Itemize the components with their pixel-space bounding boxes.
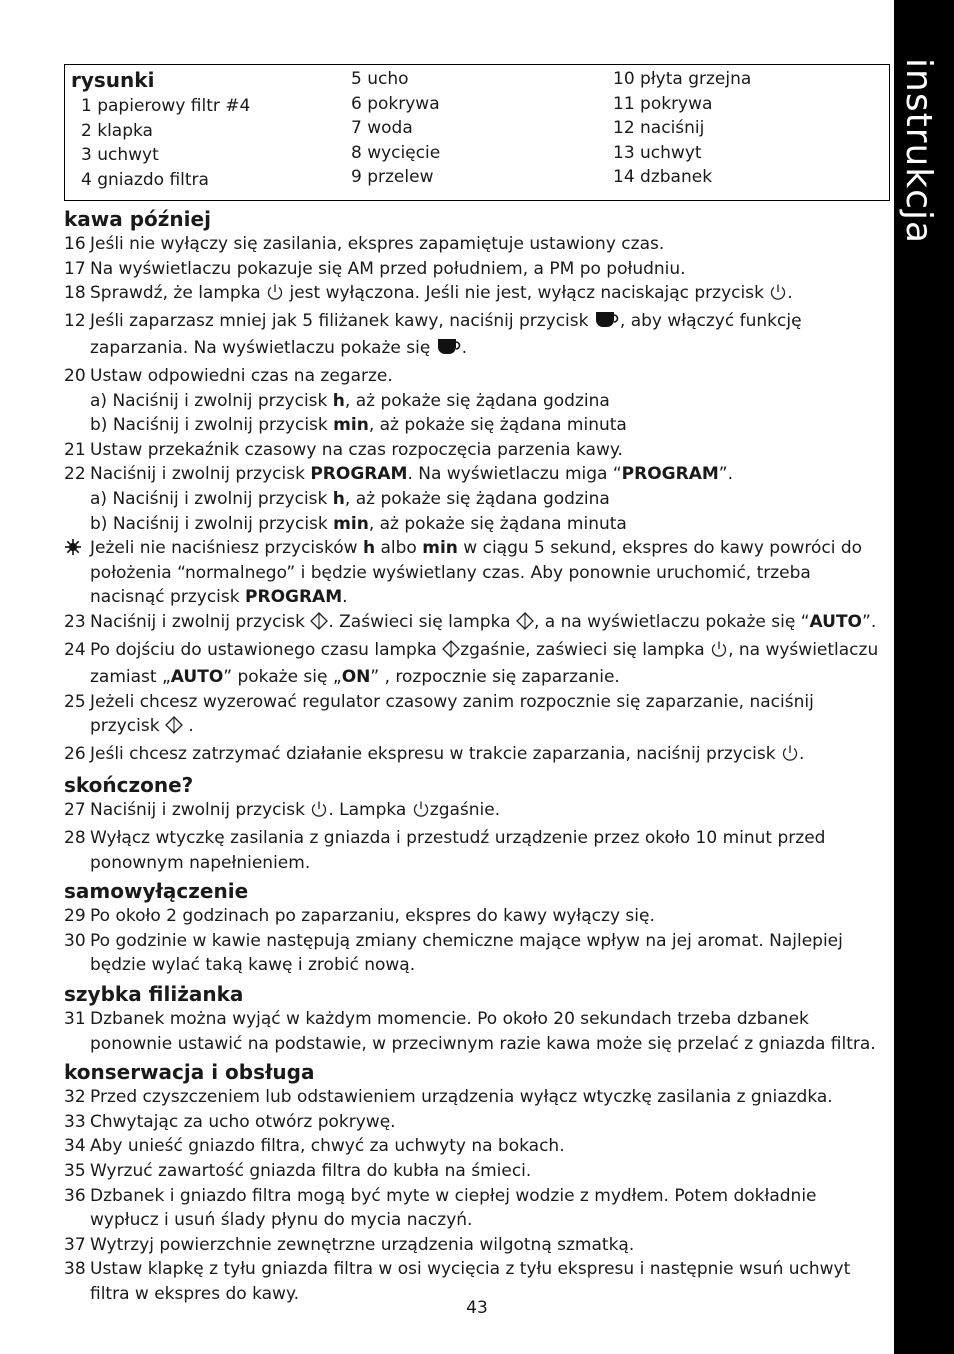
step-29: 29 Po około 2 godzinach po zaparzaniu, ekspres do kawy wyłączy się. <box>64 906 655 927</box>
step-28: 28 Wyłącz wtyczkę zasilania z gniazda i przestudź urządzenie przez około 10 minut przed <box>64 828 826 849</box>
step-24-continued: zamiast „AUTO” pokaże się „ON” , rozpocznie się zaparzanie. <box>90 667 620 688</box>
step-18: 18 Sprawdź, że lampka jest wyłączona. Jeśli nie jest, wyłącz naciskając przycisk . <box>64 281 892 309</box>
step-27: 27 Naciśnij i zwolnij przycisk . Lampka zgaśnie. <box>64 798 892 826</box>
auto-diamond-icon <box>516 612 534 638</box>
tip-note-continued: nacisnąć przycisk PROGRAM. <box>90 587 348 608</box>
figure-item: 8 wycięcie <box>351 142 441 163</box>
step-26: 26 Jeśli chcesz zatrzymać działanie ekspresu w trakcie zaparzania, naciśnij przycisk . <box>64 742 892 770</box>
step-30: 30 Po godzinie w kawie następują zmiany chemiczne mające wpływ na jej aromat. Najlepiej <box>64 930 843 951</box>
step-30-continued: będzie wylać taką kawę i zrobić nową. <box>90 955 416 976</box>
step-20-a: a) Naciśnij i zwolnij przycisk h, aż pokaże się żądana godzina <box>90 390 610 411</box>
auto-diamond-icon <box>442 640 460 666</box>
step-38: 38 Ustaw klapkę z tyłu gniazda filtra w osi wycięcia z tyłu ekspresu i następnie wsuń uchwyt <box>64 1259 851 1280</box>
figure-item: 14 dzbanek <box>613 167 713 187</box>
figure-item: 13 uchwyt <box>613 142 702 163</box>
figure-item: 4 gniazdo filtra <box>81 169 209 190</box>
step-36: 36 Dzbanek i gniazdo filtra mogą być myte w ciepłej wodzie z mydłem. Potem dokładnie <box>64 1185 817 1206</box>
tip-note-continued: położenia “normalnego” i będzie wyświetlany czas. Aby ponownie uruchomić, trzeba <box>90 562 811 583</box>
figure-item: 3 uchwyt <box>81 145 159 165</box>
step-35: 35 Wyrzuć zawartość gniazda filtra do kubła na śmieci. <box>64 1161 532 1181</box>
figure-item: 6 pokrywa <box>351 93 440 114</box>
figures-legend-box <box>64 64 890 201</box>
step-24: 24 Po dojściu do ustawionego czasu lampka zgaśnie, zaświeci się lampka , na wyświetlaczu <box>64 638 892 666</box>
step-36-continued: wypłucz i usuń ślady płynu do mycia naczyń. <box>90 1210 473 1231</box>
figure-item: 12 naciśnij <box>613 118 705 138</box>
step-22-a: a) Naciśnij i zwolnij przycisk h, aż pokaże się żądana godzina <box>90 488 610 509</box>
sidebar-tab <box>894 0 954 1354</box>
step-25: 25 Jeżeli chcesz wyzerować regulator czasowy zanim rozpocznie się zaparzanie, naciśnij <box>64 691 814 712</box>
step-21: 21 Ustaw przekaźnik czasowy na czas rozpoczęcia parzenia kawy. <box>64 439 623 460</box>
small-cup-icon <box>594 309 620 337</box>
power-icon <box>412 800 430 826</box>
figures-column-1 <box>71 67 250 192</box>
step-12: 12 Jeśli zaparzasz mniej jak 5 filiżanek kawy, naciśnij przycisk , aby włączyć funkcję <box>64 309 892 337</box>
instructions-body <box>64 203 892 1307</box>
section-heading-quick-cup: szybka filiżanka <box>64 982 244 1007</box>
step-38-continued: filtra w ekspres do kawy. <box>90 1283 300 1304</box>
auto-diamond-icon <box>165 716 183 742</box>
power-icon <box>710 640 728 666</box>
figure-item: 11 pokrywa <box>613 93 713 114</box>
section-heading-auto-off: samowyłączenie <box>64 879 249 904</box>
power-icon <box>310 800 328 826</box>
figures-column-3 <box>613 67 751 190</box>
section-heading-care: konserwacja i obsługa <box>64 1060 315 1085</box>
figure-item: 5 ucho <box>351 69 409 89</box>
figure-item: 9 przelew <box>351 167 434 187</box>
figure-item: 1 papierowy filtr #4 <box>81 96 251 116</box>
tip-sun-icon <box>64 536 82 561</box>
step-32: 32 Przed czyszczeniem lub odstawieniem urządzenia wyłącz wtyczkę zasilania z gniazdka. <box>64 1087 833 1108</box>
section-heading-done: skończone? <box>64 773 194 798</box>
step-22: 22 Naciśnij i zwolnij przycisk PROGRAM. Na wyświetlaczu miga “PROGRAM”. <box>64 464 734 485</box>
auto-diamond-icon <box>310 612 328 638</box>
power-icon <box>781 744 799 770</box>
small-cup-icon <box>436 336 462 364</box>
step-31-continued: ponownie ustawić na podstawie, w przeciwnym razie kawa może się przelać z gniazda filtra. <box>90 1033 876 1054</box>
step-25-continued: przycisk . <box>64 714 892 742</box>
tip-note: Jeżeli nie naciśniesz przycisków h albo min w ciągu 5 sekund, ekspres do kawy powróci do <box>64 536 892 561</box>
step-31: 31 Dzbanek można wyjąć w każdym momencie. Po około 20 sekundach trzeba dzbanek <box>64 1009 809 1030</box>
sidebar-title: instrukcja <box>898 58 939 245</box>
page-number: 43 <box>466 1298 488 1318</box>
step-34: 34 Aby unieść gniazdo filtra, chwyć za uchwyty na bokach. <box>64 1136 565 1157</box>
step-28-continued: ponownym napełnieniem. <box>90 852 311 873</box>
power-icon <box>769 283 787 309</box>
step-22-b: b) Naciśnij i zwolnij przycisk min, aż pokaże się żądana minuta <box>90 513 627 534</box>
step-17: 17 Na wyświetlaczu pokazuje się AM przed południem, a PM po południu. <box>64 258 686 279</box>
step-20: 20 Ustaw odpowiedni czas na zegarze. <box>64 365 393 386</box>
step-16: 16 Jeśli nie wyłączy się zasilania, ekspres zapamiętuje ustawiony czas. <box>64 234 665 254</box>
step-12-continued: zaparzania. Na wyświetlaczu pokaże się . <box>64 336 892 364</box>
step-23: 23 Naciśnij i zwolnij przycisk . Zaświeci się lampka , a na wyświetlaczu pokaże się “AUTO”. <box>64 610 892 638</box>
figure-item: 2 klapka <box>81 120 153 141</box>
power-icon <box>266 283 284 309</box>
step-37: 37 Wytrzyj powierzchnie zewnętrzne urządzenia wilgotną szmatką. <box>64 1234 635 1255</box>
figures-heading: rysunki <box>71 68 155 92</box>
step-20-b: b) Naciśnij i zwolnij przycisk min, aż pokaże się żądana minuta <box>90 415 627 436</box>
figure-item: 7 woda <box>351 118 413 138</box>
section-heading-later: kawa później <box>64 207 211 231</box>
step-33: 33 Chwytając za ucho otwórz pokrywę. <box>64 1111 396 1132</box>
figures-column-2 <box>351 67 440 190</box>
figure-item: 10 płyta grzejna <box>613 69 752 89</box>
